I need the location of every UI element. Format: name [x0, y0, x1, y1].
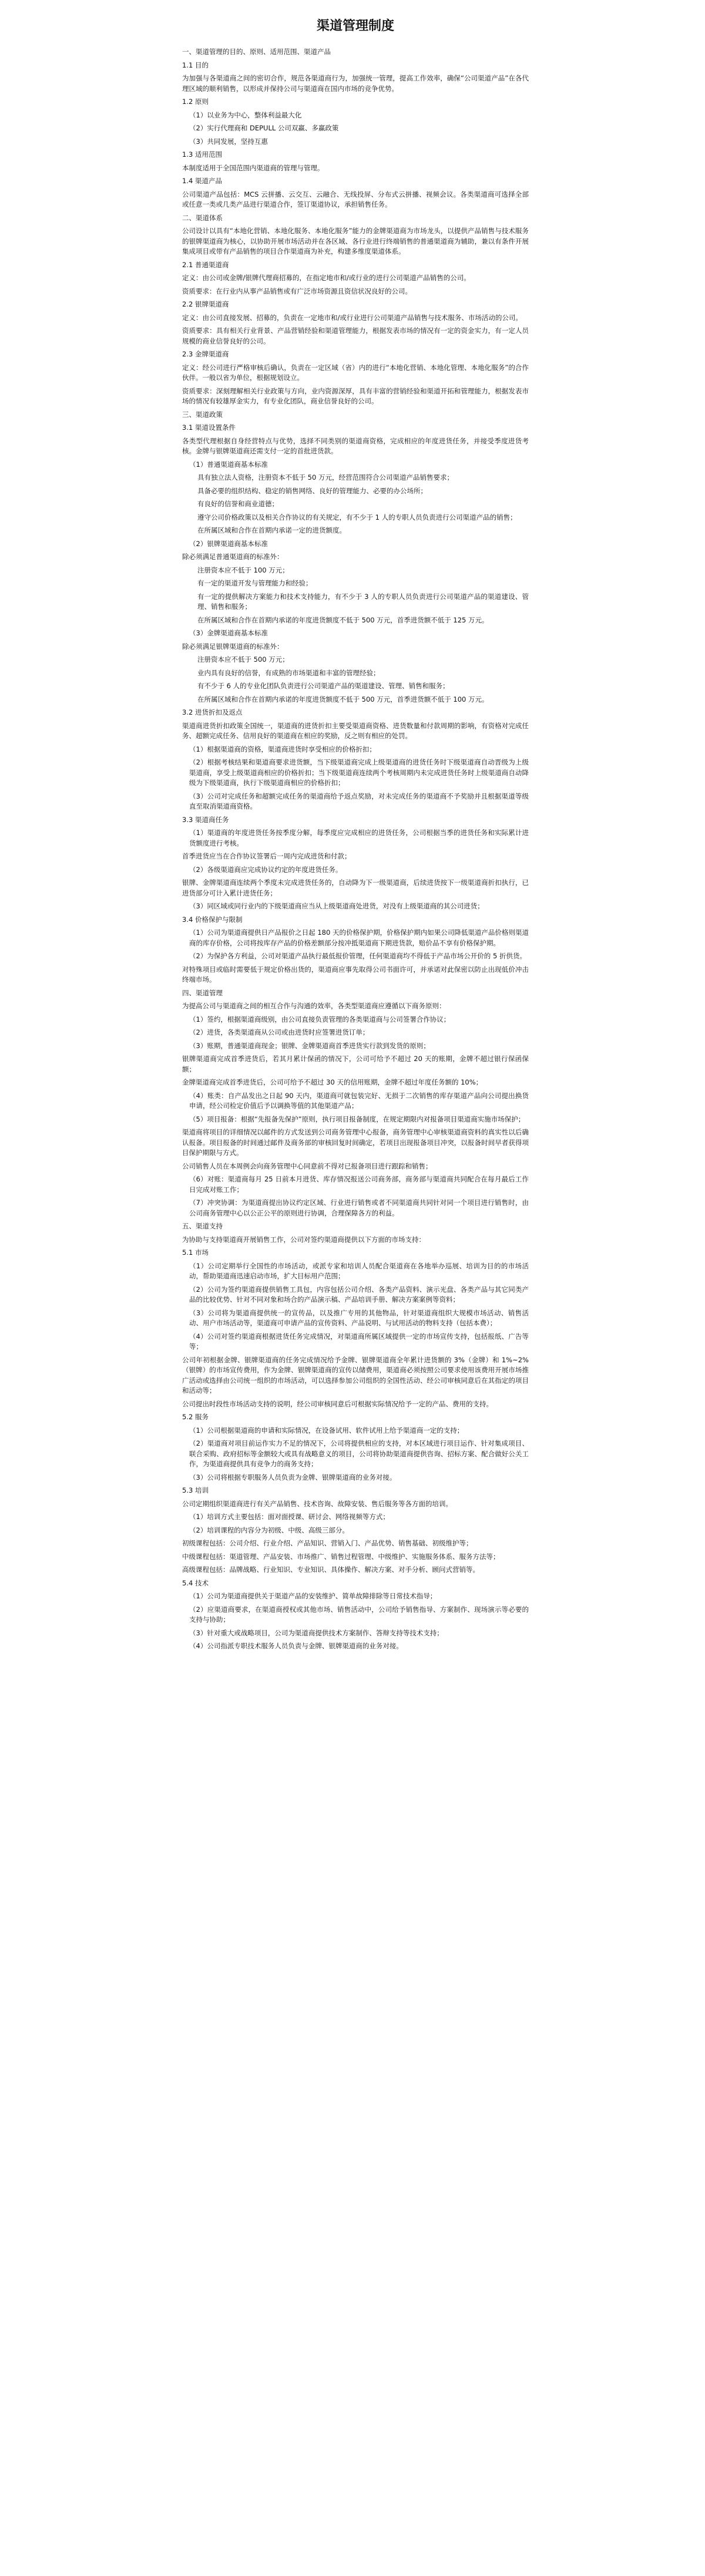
- section-heading: 1.2 原则: [182, 97, 209, 106]
- section-heading: 5.2 服务: [182, 1413, 209, 1421]
- paragraph: （2）为保护各方利益，公司对渠道产品执行最低报价管理，任何渠道商均不得低于产品市场公开价的 5 折供货。: [189, 952, 526, 960]
- section-heading: 5.3 培训: [182, 1486, 209, 1494]
- paragraph: 对特殊项目或临时需要低于规定价格出货的，渠道商应事先取得公司书面许可，并承诺对此保密以防止出现低价冲击终端市场。: [182, 965, 529, 984]
- paragraph: （4）公司指派专职技术服务人员负责与金牌、银牌渠道商的业务对接。: [189, 1642, 403, 1650]
- section-heading: 3.4 价格保护与限制: [182, 915, 243, 924]
- paragraph: 定义：经公司进行严格审核后确认，负责在一定区域（省）内的进行“本地化营销、本地化管理、本地化服务”的合作伙伴。一般以省为单位，根据规划设立。: [182, 363, 529, 382]
- paragraph: 具有独立法人资格，注册资本不低于 50 万元，经营范围符合公司渠道产品销售要求；: [197, 473, 454, 481]
- section-heading: 一、渠道管理的目的、原则、适用范围、渠道产品: [182, 48, 331, 56]
- paragraph: （1）渠道商的年度进货任务按季度分解，每季度应完成相应的进货任务，公司根据当季的进货任务和实际累计进货额度进行考核。: [189, 829, 529, 847]
- paragraph: 定义：由公司直接发展、招募的，负责在一定地市和/或行业进行公司渠道产品销售与技术服务、市场活动的公司。: [182, 313, 522, 322]
- section-heading: 5.1 市场: [182, 1248, 209, 1257]
- paragraph: （2）进货，各类渠道商从公司或由进货时应签署进货订单；: [189, 1028, 370, 1036]
- paragraph: （2）培训课程的内容分为初级、中级、高级三部分。: [189, 1526, 349, 1534]
- paragraph: （3）公司对完成任务和超额完成任务的渠道商给予返点奖励，对未完成任务的渠道商不予奖励并且根据渠道等级直至取消渠道商资格。: [189, 792, 529, 810]
- paragraph: （1）签约，根据渠道商级别，由公司直接负责管理的各类渠道商与公司签署合作协议；: [189, 1015, 451, 1023]
- paragraph: （6）对账：渠道商每月 25 日前本月进货、库存情况报送公司商务部，商务部与渠道商共同配合在每月最后工作日完成对账工作；: [189, 1175, 529, 1194]
- paragraph: 渠道商将项目的详细情况以邮件的方式发送到公司商务管理中心报备，商务管理中心审核渠道商资料的真实性以后确认报备。项目报备的时间通过邮件及商务部的审核回复时间确定，若项目出现报备项目冲突，以报备时间早者获得项目保护期限与方式。: [182, 1128, 529, 1157]
- paragraph: 在所属区域和合作在首期内承诺的年度进货额度不低于 500 万元，首季进货额不低于 100 万元。: [197, 695, 489, 703]
- paragraph: 高级课程包括：品牌战略、行业知识、专业知识、具体操作、解决方案、对手分析、顾问式营销等。: [182, 1565, 479, 1574]
- section-heading: 5.4 技术: [182, 1578, 209, 1587]
- paragraph: 公司定期组织渠道商进行有关产品销售、技术咨询、故障安装、售后服务等各方面的培训。: [182, 1499, 452, 1508]
- paragraph: 定义：由公司或金牌/银牌代理商招募的，在指定地市和/或行业的进行公司渠道产品销售的公司。: [182, 274, 471, 282]
- paragraph: （3）针对重大或战略项目，公司为渠道商提供技术方案制作、答辩支持等技术支持；: [189, 1628, 444, 1637]
- paragraph: （3）公司将根据专职服务人员负责为金牌、银牌渠道商的业务对接。: [189, 1473, 397, 1481]
- paragraph: 银牌、金牌渠道商连续两个季度未完成进货任务的，自动降为下一级渠道商，后续进货按下一级渠道商折扣执行，已进货部分可计入累计进货任务；: [182, 878, 529, 897]
- paragraph: 公司年初根据金牌、银牌渠道商的任务完成情况给予金牌、银牌渠道商全年累计进货额的 3%（金牌）和 1%~2%（银牌）的市场宣传费用，作为金牌、银牌渠道商的宣传以储费用，渠道商必须按照公司要求使用该费用开展市场推广活动或选择由公司统一组织的市场活动，可以选择参加公司组织的全国性活动、经公司审核同意后在其指定的项目和活动等；: [182, 1355, 529, 1395]
- paragraph: 在所属区域和合作在首期内承诺一定的进货额度。: [197, 526, 346, 534]
- paragraph: （1）普通渠道商基本标准: [189, 460, 268, 469]
- paragraph: 银牌渠道商完成首季进货后，若其月累计保函的情况下，公司可给予不超过 20 天的账期，金牌不超过银行保函保额；: [182, 1055, 529, 1073]
- paragraph: （3）同区域或同行业内的下级渠道商应当从上级渠道商处进货，对没有上级渠道商的其公司进货；: [189, 902, 484, 910]
- paragraph: （3）公司将为渠道商提供统一的宣传品，以及推广专用的其他物品，针对渠道商组织大规模市场活动、销售活动、用户市场活动等，渠道商可申请产品的宣传资料、产品说明、与试用活动的物料支持（包括本费）；: [189, 1308, 529, 1327]
- paragraph: 遵守公司价格政策以及相关合作协议的有关规定，有不少于 1 人的专职人员负责进行公司渠道产品的销售；: [197, 513, 517, 521]
- paragraph: （2）公司为签约渠道商提供销售工具包，内容包括公司介绍、各类产品资料、演示光盘、各类产品与其它同类产品的比较优势、针对不同对象和场合的产品演示稿、产品培训手册、解决方案案例等资料；: [189, 1285, 529, 1304]
- paragraph: 除必须满足银牌渠道商的标准外：: [182, 642, 284, 651]
- document-title: 渠道管理制度: [316, 19, 394, 33]
- paragraph: 各类型代理根据自身经营特点与优势，选择不同类别的渠道商资格，完成相应的年度进货任务，并接受季度进货考核。金牌与银牌渠道商还需支付一定的首批进货款。: [182, 436, 529, 455]
- paragraph: （2）实行代理商和 DEPULL 公司双赢、多赢政策: [189, 124, 339, 132]
- paragraph: 本制度适用于全国范围内渠道商的管理与管理。: [182, 163, 324, 172]
- paragraph: （3）账期，普通渠道商现金；银牌、金牌渠道商首季进货实行款到发货的原则；: [189, 1041, 430, 1050]
- section-heading: 五、渠道支持: [182, 1222, 223, 1230]
- paragraph: （1）以业务为中心，整体利益最大化: [189, 110, 302, 119]
- section-heading: 3.1 渠道设置条件: [182, 423, 236, 432]
- section-heading: 二、渠道体系: [182, 213, 223, 222]
- section-heading: 1.4 渠道产品: [182, 177, 222, 185]
- section-heading: 2.3 金牌渠道商: [182, 350, 229, 358]
- section-heading: 四、渠道管理: [182, 988, 223, 997]
- section-heading: 2.1 普通渠道商: [182, 260, 229, 269]
- paragraph: （2）各级渠道商应完成协议约定的年度进货任务。: [189, 865, 343, 874]
- section-heading: 三、渠道政策: [182, 410, 223, 419]
- paragraph: 除必须满足普通渠道商的标准外：: [182, 553, 284, 561]
- paragraph: （1）公司为渠道商提供关于渠道产品的安装维护、简单故障排除等日常技术指导；: [189, 1592, 437, 1600]
- paragraph: 初级课程包括：公司介绍、行业介绍、产品知识、营销入门、产品优势、销售基础、初级维护等；: [182, 1539, 473, 1547]
- paragraph: （2）应渠道商要求，在渠道商授权或其他市场、销售活动中，公司给予销售指导、方案制作、现场演示等必要的支持与协助；: [189, 1605, 529, 1624]
- paragraph: （2）银牌渠道商基本标准: [189, 539, 268, 548]
- paragraph: （7）冲突协调：为渠道商提出协议约定区域、行业进行销售或者不同渠道商共同针对同一个项目进行销售时，由公司商务管理中心以公正公平的原则进行协调，合理保障各方的利益。: [189, 1198, 529, 1217]
- paragraph: 资质要求：在行业内从事产品销售或有广泛市场资源且资信状况良好的公司。: [182, 287, 412, 295]
- paragraph: 注册资本应不低于 100 万元；: [197, 565, 289, 574]
- paragraph: 业内具有良好的信誉，有成熟的市场渠道和丰富的管理经验；: [197, 668, 380, 677]
- section-heading: 2.2 银牌渠道商: [182, 300, 229, 308]
- paragraph: 在所属区域和合作在首期内承诺的年度进货额度不低于 500 万元，首季进货额不低于 125 万元。: [197, 615, 489, 624]
- paragraph: 金牌渠道商完成首季进货后，公司可给予不超过 30 天的信用账期，金牌不超过年度任务额的 10%；: [182, 1078, 483, 1086]
- paragraph: （4）账类：自产品发出之日起 90 天内，渠道商可就包装完好、无损于二次销售的库存渠道产品向公司提出换货申请，经公司检定价值后予以调换等值的其他渠道产品；: [189, 1091, 529, 1110]
- paragraph: 为加强与各渠道商之间的密切合作，规范各渠道商行为，加强统一管理，提高工作效率，确保“公司渠道产品”在各代理区域的顺利销售，以形成并保持公司与渠道商在国内市场的竞争优势。: [182, 74, 529, 93]
- paragraph: 有不少于 6 人的专业化团队负责进行公司渠道产品的渠道建设、管理、销售和服务；: [197, 682, 449, 690]
- paragraph: （1）公司为渠道商提供日产品报价之日起 180 天的价格保护期，价格保护期内如果公司降低渠道产品价格则渠道商的库存价格，公司将按库存产品的价格差额部分按冲抵渠道商下期进货款，赔价品不享有价格保护期。: [189, 928, 529, 947]
- paragraph: （3）金牌渠道商基本标准: [189, 629, 268, 637]
- paragraph: （1）培训方式主要包括：面对面授课、研讨会、网络视频等方式；: [189, 1513, 390, 1521]
- paragraph: （1）根据渠道商的资格，渠道商进货时享受相应的价格折扣；: [189, 745, 376, 753]
- paragraph: （5）项目报备：根据“先报备先保护”原则，执行项目报备制度，在规定期限内对报备项目渠道商实施市场保护；: [189, 1114, 525, 1123]
- paragraph: 有良好的信誉和商业道德；: [197, 500, 278, 508]
- paragraph: 渠道商进货折扣政策全国统一，渠道商的进货折扣主要受渠道商资格、进货数量和付款周期的影响，有资格对完成任务、超额完成任务、信用良好的渠道商在相应的奖励，反之则有相应的处罚。: [182, 721, 529, 740]
- section-heading: 1.1 目的: [182, 60, 209, 69]
- section-heading: 3.2 进货折扣及返点: [182, 708, 243, 716]
- paragraph: 公司提出时段性市场活动支持的说明，经公司审核同意后可根据实际情况给予一定的产品、费用的支持。: [182, 1399, 493, 1408]
- paragraph: 为协助与支持渠道商开展销售工作，公司对签约渠道商提供以下方面的市场支持：: [182, 1235, 425, 1244]
- paragraph: 有一定的提供解决方案能力和技术支持能力，有不少于 3 人的专职人员负责进行公司渠道产品的渠道建设、管理、销售和服务；: [197, 592, 529, 611]
- paragraph: 为提高公司与渠道商之间的相互合作与沟通的效率，各类型渠道商应遵循以下商务原则：: [182, 1002, 446, 1010]
- paragraph: 资质要求：深刻理解相关行业政策与方向，业内资源深厚，具有丰富的营销经验和渠道开拓和管理能力，根据发表市场的情况有较雄厚金实力，有专业化团队，商业信誉良好的公司。: [182, 386, 529, 405]
- section-heading: 3.3 渠道商任务: [182, 815, 229, 824]
- paragraph: 公司设计以具有“本地化营销、本地化服务、本地化服务”能力的金牌渠道商为市场龙头，以提供产品销售与技术服务的银牌渠道商为核心，以协助开展市场活动并在各区域、各行业进行终端销售的普通渠道商为辅助，兼以有条件开展集成项目或带有产品销售的项目合作渠道商为补充，构建多维度渠道体系。: [182, 227, 529, 255]
- paragraph: 首季进货应当在合作协议签署后一周内完成进货和付款；: [182, 852, 351, 860]
- paragraph: 公司销售人员在本周例会向商务管理中心同意前不得对已报备项目进行跟踪和销售；: [182, 1161, 432, 1170]
- paragraph: 有一定的渠道开发与管理能力和经验；: [197, 579, 313, 587]
- section-heading: 1.3 适用范围: [182, 150, 222, 159]
- paragraph: （1）公司根据渠道商的申请和实际情况，在设备试用、软件试用上给予渠道商一定的支持；: [189, 1426, 464, 1435]
- paragraph: （4）公司对签约渠道商根据进货任务完成情况，对渠道商所属区域提供一定的市场宣传支持，包括报纸、广告等等；: [189, 1332, 529, 1351]
- paragraph: （2）渠道商对项目前运作实力不足的情况下，公司将提供相应的支持，对本区域进行项目运作、针对集成项目、联合采购、政府招标等金额较大或具有战略意义的项目，公司将协助渠道商提供咨询、招标方案、配合做好公关工作，为渠道商提供具有竞争力的商务支持；: [189, 1439, 529, 1468]
- document-body: [182, 18, 529, 1655]
- paragraph: （2）根据考核结果和渠道商要求进货额，当下级渠道商完成上级渠道商的进货任务时下级渠道商自动晋级为上级渠道商，享受上级渠道商相应的价格折扣；当下级渠道商连续两个考核周期内未完成进货任务时上级渠道商自动降级为下级渠道商，执行下级渠道商相应的价格折扣；: [189, 758, 529, 787]
- paragraph: （1）公司定期举行全国性的市场活动，或派专家和培训人员配合渠道商在各地举办巡展、培训为目的的市场活动，帮助渠道商迅速启动市场，扩大目标用户范围；: [189, 1261, 529, 1280]
- paragraph: 中级课程包括：渠道管理、产品安装、市场推广、销售过程管理、中级维护、实施服务体系、服务方法等；: [182, 1552, 500, 1561]
- paragraph: 公司渠道产品包括：MCS 云拼播、云交互、云融合、无线投屏、分布式云拼播、视频会议。各类渠道商可选择全部或任意一类或几类产品进行渠道合作，签订渠道协议，承担销售任务。: [182, 190, 529, 208]
- paragraph: 资质要求：具有相关行业背景、产品营销经验和渠道管理能力，根据发表市场的情况有一定的资金实力，有一定人员规模的商业信誉良好的公司。: [182, 326, 529, 345]
- document-content: [182, 47, 529, 1652]
- paragraph: （3）共同发展，坚持互惠: [189, 137, 268, 146]
- paragraph: 具备必要的组织结构、稳定的销售网络、良好的管理能力、必要的办公场所；: [197, 486, 427, 495]
- paragraph: 注册资本应不低于 500 万元；: [197, 655, 289, 664]
